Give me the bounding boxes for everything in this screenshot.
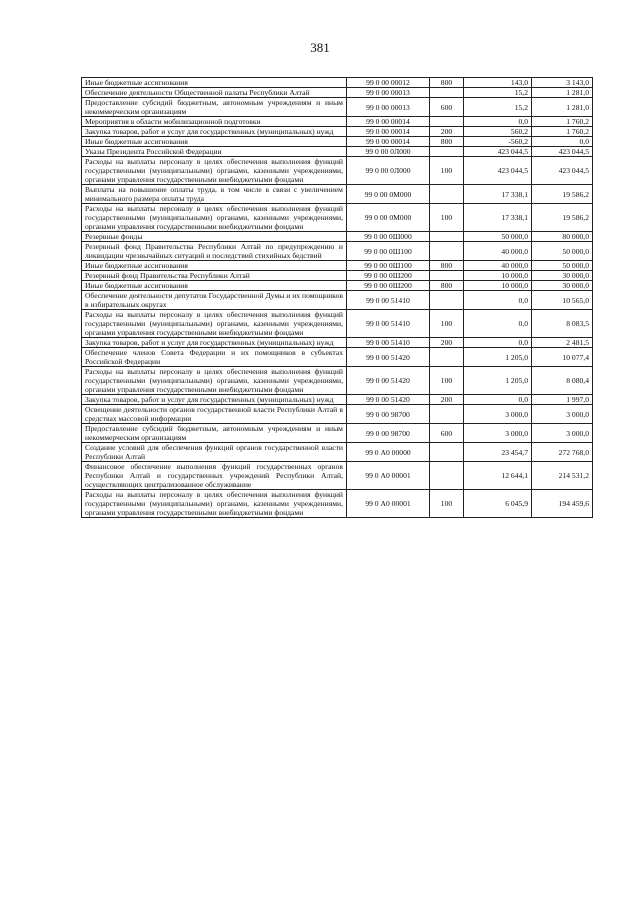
table-row — [82, 127, 593, 137]
table-row — [82, 117, 593, 127]
row-name-cell: Мероприятия в области мобилизационной подготовки — [82, 117, 347, 127]
row-amount-total-cell: 194 459,6 — [532, 490, 593, 518]
table-row — [82, 405, 593, 424]
row-name-cell: Расходы на выплаты персоналу в целях обеспечения выполнения функций государственными (муниципальными) органами, казенными учреждениями, органами управления государственными внебюджетными фондами — [82, 204, 347, 232]
row-expense-type-cell — [430, 88, 464, 98]
row-amount-change-cell: 50 000,0 — [464, 232, 532, 242]
row-amount-total-cell: 423 044,5 — [532, 157, 593, 185]
row-amount-change-cell: 0,0 — [464, 310, 532, 338]
row-code-cell: 99 0 00 0Ш000 — [347, 232, 430, 242]
row-amount-change-cell: 40 000,0 — [464, 242, 532, 261]
row-amount-total-cell: 8 083,5 — [532, 310, 593, 338]
row-amount-change-cell: 423 044,5 — [464, 157, 532, 185]
row-code-cell: 99 0 00 00012 — [347, 78, 430, 88]
table-row — [82, 232, 593, 242]
row-name-cell: Закупка товаров, работ и услуг для государственных (муниципальных) нужд — [82, 127, 347, 137]
row-amount-change-cell: 560,2 — [464, 127, 532, 137]
table-row — [82, 424, 593, 443]
row-name-cell: Иные бюджетные ассигнования — [82, 78, 347, 88]
row-code-cell: 99 0 А0 00001 — [347, 490, 430, 518]
table-row — [82, 462, 593, 490]
row-name-cell: Иные бюджетные ассигнования — [82, 281, 347, 291]
row-expense-type-cell — [430, 443, 464, 462]
row-amount-change-cell: 40 000,0 — [464, 261, 532, 271]
table-row — [82, 310, 593, 338]
row-amount-change-cell: 23 454,7 — [464, 443, 532, 462]
row-name-cell: Создание условий для обеспечения функций органов государственной власти Республики Алтай — [82, 443, 347, 462]
row-amount-total-cell: 10 077,4 — [532, 348, 593, 367]
row-amount-total-cell: 272 768,0 — [532, 443, 593, 462]
row-expense-type-cell — [430, 271, 464, 281]
table-row — [82, 490, 593, 518]
row-name-cell: Иные бюджетные ассигнования — [82, 261, 347, 271]
table-row — [82, 98, 593, 117]
table-row — [82, 157, 593, 185]
row-amount-total-cell: 80 000,0 — [532, 232, 593, 242]
table-row — [82, 137, 593, 147]
row-amount-change-cell: 0,0 — [464, 395, 532, 405]
row-name-cell: Предоставление субсидий бюджетным, автономным учреждениям и иным некоммерческим организациям — [82, 98, 347, 117]
row-code-cell: 99 0 00 00014 — [347, 137, 430, 147]
row-expense-type-cell: 800 — [430, 78, 464, 88]
row-amount-total-cell: 0,0 — [532, 137, 593, 147]
row-code-cell: 99 0 А0 00001 — [347, 462, 430, 490]
table-row — [82, 88, 593, 98]
row-amount-total-cell: 50 000,0 — [532, 261, 593, 271]
row-code-cell: 99 0 00 0Л000 — [347, 157, 430, 185]
table-row — [82, 185, 593, 204]
row-expense-type-cell — [430, 232, 464, 242]
row-code-cell: 99 0 00 0М000 — [347, 204, 430, 232]
row-amount-total-cell: 1 760,2 — [532, 127, 593, 137]
row-name-cell: Обеспечение членов Совета Федерации и их помощников в субъектах Российской Федерации — [82, 348, 347, 367]
row-amount-total-cell: 1 281,0 — [532, 88, 593, 98]
row-amount-change-cell: 15,2 — [464, 98, 532, 117]
row-expense-type-cell — [430, 117, 464, 127]
row-name-cell: Предоставление субсидий бюджетным, автономным учреждениям и иным некоммерческим организациям — [82, 424, 347, 443]
row-amount-total-cell: 19 586,2 — [532, 204, 593, 232]
row-expense-type-cell — [430, 462, 464, 490]
row-expense-type-cell: 100 — [430, 157, 464, 185]
row-code-cell: 99 0 00 00013 — [347, 98, 430, 117]
table-row — [82, 395, 593, 405]
row-expense-type-cell — [430, 348, 464, 367]
row-name-cell: Финансовое обеспечение выполнения функций государственных органов Республики Алтай и государственных учреждений Республики Алтай, осуществляющих централизованное обслуживание — [82, 462, 347, 490]
row-name-cell: Расходы на выплаты персоналу в целях обеспечения выполнения функций государственными (муниципальными) органами, казенными учреждениями, органами управления государственными внебюджетными фондами — [82, 157, 347, 185]
row-name-cell: Указы Президента Российской Федерации — [82, 147, 347, 157]
row-expense-type-cell: 100 — [430, 204, 464, 232]
row-code-cell: 99 0 00 00014 — [347, 117, 430, 127]
row-amount-total-cell: 1 997,0 — [532, 395, 593, 405]
row-amount-change-cell: 6 045,9 — [464, 490, 532, 518]
row-expense-type-cell: 100 — [430, 367, 464, 395]
row-amount-change-cell: 17 338,1 — [464, 185, 532, 204]
row-expense-type-cell: 600 — [430, 98, 464, 117]
row-expense-type-cell: 800 — [430, 281, 464, 291]
table-row — [82, 78, 593, 88]
row-amount-change-cell: 3 000,0 — [464, 405, 532, 424]
row-amount-change-cell: 15,2 — [464, 88, 532, 98]
row-amount-total-cell: 3 143,0 — [532, 78, 593, 88]
row-amount-total-cell: 19 586,2 — [532, 185, 593, 204]
page-number: 381 — [310, 40, 330, 55]
row-expense-type-cell: 200 — [430, 338, 464, 348]
row-amount-total-cell: 1 760,2 — [532, 117, 593, 127]
table-row — [82, 338, 593, 348]
row-amount-change-cell: 0,0 — [464, 117, 532, 127]
row-code-cell: 99 0 00 0Ш200 — [347, 281, 430, 291]
row-code-cell: 99 0 00 00014 — [347, 127, 430, 137]
table-row — [82, 204, 593, 232]
row-amount-change-cell: 0,0 — [464, 338, 532, 348]
row-code-cell: 99 0 00 98700 — [347, 405, 430, 424]
row-expense-type-cell — [430, 185, 464, 204]
row-name-cell: Резервный фонд Правительства Республики Алтай по предупреждению и ликвидации чрезвычайных ситуаций и последствий стихийных бедствий — [82, 242, 347, 261]
row-code-cell: 99 0 00 0Ш200 — [347, 271, 430, 281]
row-amount-total-cell: 1 281,0 — [532, 98, 593, 117]
row-amount-total-cell: 30 000,0 — [532, 271, 593, 281]
row-code-cell: 99 0 00 51420 — [347, 367, 430, 395]
row-amount-change-cell: 12 644,1 — [464, 462, 532, 490]
row-name-cell: Закупка товаров, работ и услуг для государственных (муниципальных) нужд — [82, 338, 347, 348]
row-amount-total-cell: 30 000,0 — [532, 281, 593, 291]
row-expense-type-cell: 100 — [430, 310, 464, 338]
row-expense-type-cell — [430, 242, 464, 261]
row-amount-change-cell: 17 338,1 — [464, 204, 532, 232]
row-amount-total-cell: 2 481,5 — [532, 338, 593, 348]
table-row — [82, 281, 593, 291]
row-code-cell: 99 0 00 51410 — [347, 291, 430, 310]
row-name-cell: Резервный фонд Правительства Республики Алтай — [82, 271, 347, 281]
row-code-cell: 99 0 00 0Ш100 — [347, 242, 430, 261]
row-expense-type-cell: 800 — [430, 137, 464, 147]
row-expense-type-cell: 100 — [430, 490, 464, 518]
table-row — [82, 291, 593, 310]
row-name-cell: Освещение деятельности органов государственной власти Республики Алтай в средствах массовой информации — [82, 405, 347, 424]
row-amount-total-cell: 423 044,5 — [532, 147, 593, 157]
row-amount-total-cell: 214 531,2 — [532, 462, 593, 490]
row-amount-total-cell: 10 565,0 — [532, 291, 593, 310]
table-row — [82, 443, 593, 462]
row-amount-total-cell: 8 080,4 — [532, 367, 593, 395]
row-code-cell: 99 0 00 98700 — [347, 424, 430, 443]
row-amount-total-cell: 50 000,0 — [532, 242, 593, 261]
row-name-cell: Расходы на выплаты персоналу в целях обеспечения выполнения функций государственными (муниципальными) органами, казенными учреждениями, органами управления государственными внебюджетными фондами — [82, 367, 347, 395]
table-row — [82, 348, 593, 367]
row-name-cell: Иные бюджетные ассигнования — [82, 137, 347, 147]
row-code-cell: 99 0 00 0Л000 — [347, 147, 430, 157]
row-code-cell: 99 0 00 0М000 — [347, 185, 430, 204]
table-row — [82, 147, 593, 157]
row-expense-type-cell — [430, 147, 464, 157]
row-name-cell: Закупка товаров, работ и услуг для государственных (муниципальных) нужд — [82, 395, 347, 405]
row-amount-change-cell: 3 000,0 — [464, 424, 532, 443]
table-row — [82, 271, 593, 281]
table-row — [82, 367, 593, 395]
row-code-cell: 99 0 00 51420 — [347, 395, 430, 405]
row-amount-change-cell: 143,0 — [464, 78, 532, 88]
row-name-cell: Расходы на выплаты персоналу в целях обеспечения выполнения функций государственными (муниципальными) органами, казенными учреждениями, органами управления государственными внебюджетными фондами — [82, 310, 347, 338]
row-name-cell: Выплаты на повышение оплаты труда, в том числе в связи с увеличением минимального размера оплаты труда — [82, 185, 347, 204]
row-code-cell: 99 0 00 51410 — [347, 310, 430, 338]
row-code-cell: 99 0 А0 00000 — [347, 443, 430, 462]
row-code-cell: 99 0 00 51410 — [347, 338, 430, 348]
row-expense-type-cell: 800 — [430, 261, 464, 271]
row-amount-total-cell: 3 000,0 — [532, 424, 593, 443]
row-name-cell: Обеспечение деятельности Общественной палаты Республики Алтай — [82, 88, 347, 98]
row-expense-type-cell — [430, 291, 464, 310]
row-expense-type-cell: 600 — [430, 424, 464, 443]
row-amount-total-cell: 3 000,0 — [532, 405, 593, 424]
row-code-cell: 99 0 00 00013 — [347, 88, 430, 98]
row-amount-change-cell: 10 000,0 — [464, 281, 532, 291]
row-amount-change-cell: -560,2 — [464, 137, 532, 147]
row-amount-change-cell: 1 205,0 — [464, 367, 532, 395]
row-expense-type-cell — [430, 405, 464, 424]
row-amount-change-cell: 0,0 — [464, 291, 532, 310]
table-row — [82, 242, 593, 261]
budget-table — [81, 77, 593, 518]
row-expense-type-cell: 200 — [430, 395, 464, 405]
row-name-cell: Расходы на выплаты персоналу в целях обеспечения выполнения функций государственными (муниципальными) органами, казенными учреждениями, органами управления государственными внебюджетными фондами — [82, 490, 347, 518]
row-amount-change-cell: 10 000,0 — [464, 271, 532, 281]
table-row — [82, 261, 593, 271]
row-code-cell: 99 0 00 0Ш100 — [347, 261, 430, 271]
row-name-cell: Резервные фонды — [82, 232, 347, 242]
row-expense-type-cell: 200 — [430, 127, 464, 137]
row-amount-change-cell: 423 044,5 — [464, 147, 532, 157]
row-amount-change-cell: 1 205,0 — [464, 348, 532, 367]
row-name-cell: Обеспечение деятельности депутатов Государственной Думы и их помощников в избирательных округах — [82, 291, 347, 310]
row-code-cell: 99 0 00 51420 — [347, 348, 430, 367]
